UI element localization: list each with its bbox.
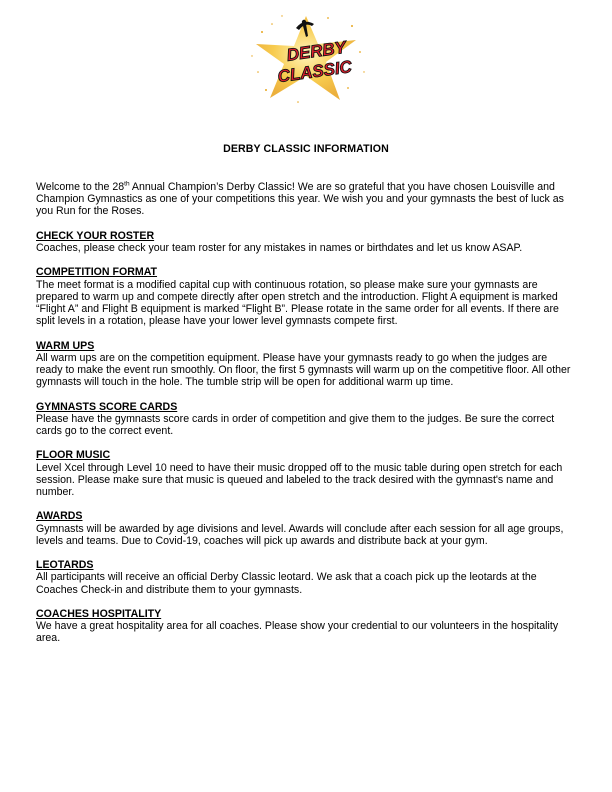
section-body: Level Xcel through Level 10 need to have their music dropped off to the music table during open stretch for each session. Please make sure that music is queued and labeled to the track desired with the gymnast's name and number.: [36, 461, 563, 498]
section-body: Coaches, please check your team roster for any mistakes in names or birthdates and let us know ASAP.: [36, 242, 523, 254]
intro-text-start: Welcome to the 28: [36, 181, 125, 193]
section-heading: WARM UPS: [36, 339, 95, 352]
section-heading: COACHES HOSPITALITY: [36, 607, 162, 620]
section-body: All warm ups are on the competition equipment. Please have your gymnasts ready to go when the judges are ready to make the event run smoothly. On floor, the first 5 gymnasts will warm up on the competitive floor. All other gymnasts will touch in the hole. The tumble strip will be open for additional warm up time.: [36, 351, 571, 389]
section-awards: [36, 510, 576, 547]
page-title: DERBY CLASSIC INFORMATION: [223, 143, 389, 155]
section-body: The meet format is a modified capital cup with continuous rotation, so please make sure your gymnasts are prepared to warm up and compete directly after open stretch and the introduction. Flight A equipment is marked “Flight A” and Flight B equipment is marked “Flight B”. Please rotate in the same order for all events. If there are split levels in a rotation, please have your lower level gymnasts compete first.: [36, 278, 559, 328]
section-heading: COMPETITION FORMAT: [36, 266, 158, 279]
section-floor-music: [36, 449, 576, 498]
intro-text-rest: Annual Champion’s Derby Classic! We are so grateful that you have chosen Louisville and Champion Gymnastics as one of your competitions this year. We wish you and your gymnasts the best of luck as you Run for the Roses.: [36, 181, 564, 218]
document-body: [36, 181, 576, 657]
section-check-your-roster: [36, 230, 576, 254]
section-body: We have a great hospitality area for all coaches. Please show your credential to our volunteers in the hospitality area.: [36, 620, 559, 645]
section-heading: CHECK YOUR ROSTER: [36, 229, 155, 242]
section-warm-ups: [36, 340, 576, 389]
section-heading: AWARDS: [36, 510, 83, 523]
star-logo-graphic: [248, 12, 370, 108]
section-coaches-hospitality: [36, 608, 576, 645]
logo-text-classic: CLASSIC: [276, 57, 353, 87]
intro-ordinal-suffix: th: [124, 180, 130, 188]
logo-text-derby: DERBY: [285, 37, 348, 65]
section-body: All participants will receive an official Derby Classic leotard. We ask that a coach pick up the leotards at the Coaches Check-in and distribute them to your gymnasts.: [36, 571, 537, 596]
section-heading: LEOTARDS: [36, 559, 94, 572]
derby-classic-logo: [248, 12, 370, 108]
section-body: Please have the gymnasts score cards in order of competition and give them to the judges. Be sure the correct cards go to the correct event.: [36, 412, 555, 437]
intro-paragraph: [36, 181, 576, 218]
section-heading: GYMNASTS SCORE CARDS: [36, 400, 178, 413]
section-heading: FLOOR MUSIC: [36, 449, 111, 462]
section-leotards: [36, 559, 576, 596]
section-competition-format: [36, 266, 576, 327]
section-body: Gymnasts will be awarded by age divisions and level. Awards will conclude after each session for all age groups, levels and teams. Due to Covid-19, coaches will pick up awards and distribute back at your gym.: [36, 522, 564, 547]
section-gymnasts-score-cards: [36, 401, 576, 438]
